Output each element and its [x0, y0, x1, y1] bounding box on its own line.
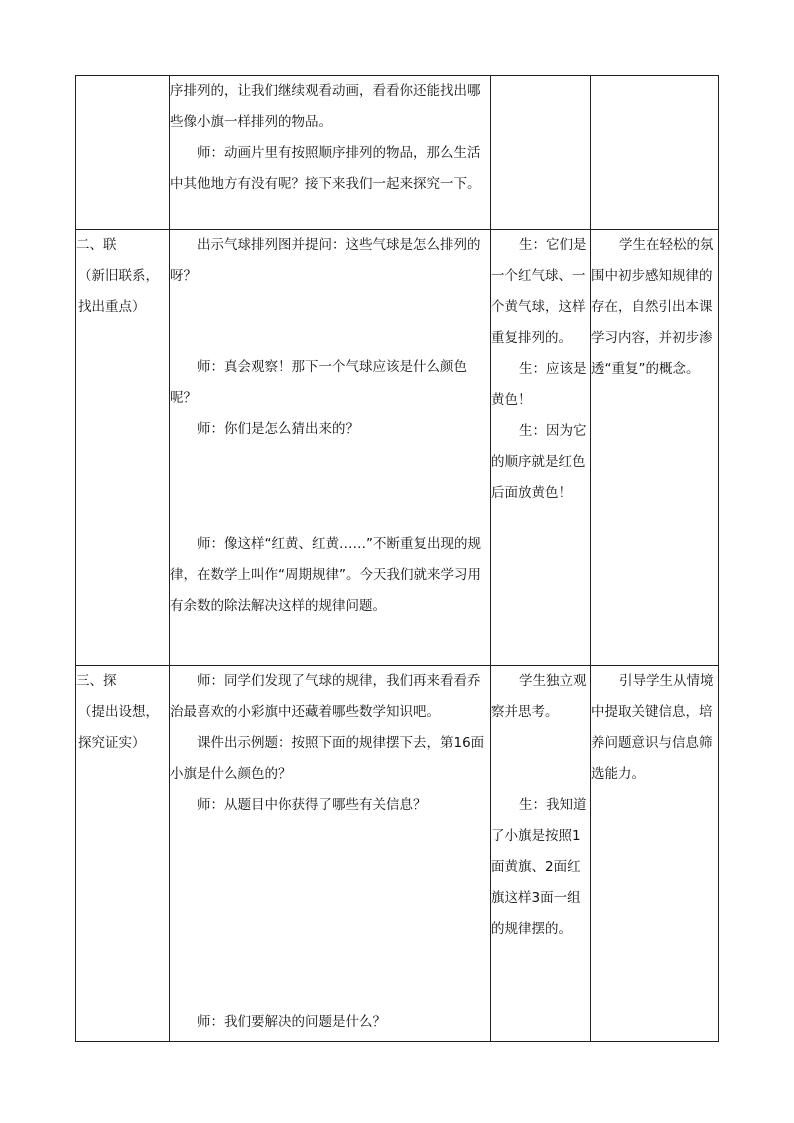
- process-text: 序排列的，让我们继续观看动画，看看你还能找出哪些像小旗一样排列的物品。: [170, 83, 481, 130]
- table-row: [76, 666, 719, 1042]
- table-row: [76, 76, 719, 230]
- process-cell: [170, 230, 491, 666]
- note-text: 学生在轻松的氛围中初步感知规律的存在，自然引出本课学习内容，并初步渗透“重复”的概念。: [591, 237, 714, 377]
- process-text: 出示气球排列图并提问：这些气球是怎么排列的呀？: [170, 237, 481, 284]
- process-text: 师：你们是怎么猜出来的？: [197, 421, 359, 437]
- note-cell: [591, 666, 719, 1042]
- note-text: 引导学生从情境中提取关键信息，培养问题意识与信息筛选能力。: [591, 673, 714, 782]
- stage-cell: [76, 666, 170, 1042]
- stage-cell: [76, 230, 170, 666]
- response-text: 生：它们是一个红气球、一个黄气球，这样重复排列的。: [491, 237, 587, 346]
- note-cell: [591, 76, 719, 230]
- process-text: 师：动画片里有按照顺序排列的物品，那么生活中其他地方有没有呢？接下来我们一起来探究一下。: [170, 145, 481, 192]
- response-text: 生：因为它的顺序就是红色后面放黄色！: [491, 423, 587, 501]
- table-row: [76, 230, 719, 666]
- process-text: 师：真会观察！那下一个气球应该是什么颜色呢？: [170, 359, 467, 406]
- response-text: 学生独立观察并思考。: [491, 673, 587, 720]
- response-cell: [491, 76, 591, 230]
- response-text: 生：应该是黄色！: [491, 361, 587, 408]
- process-text: 师：我们要解决的问题是什么？: [197, 1014, 386, 1030]
- process-cell: [170, 76, 491, 230]
- process-text: 课件出示例题：按照下面的规律摆下去，第16面小旗是什么颜色的？: [170, 735, 485, 782]
- stage-cell: [76, 76, 170, 230]
- stage-subtitle: （提出设想，: [78, 704, 159, 720]
- response-text: 生：我知道了小旗是按照1面黄旗、2面红旗这样3面一组的规律摆的。: [491, 797, 587, 937]
- process-text: 师：同学们发现了气球的规律，我们再来看看乔治最喜欢的小彩旗中还藏着哪些数学知识吧。: [170, 673, 481, 720]
- stage-title: 三、探: [76, 673, 117, 689]
- process-text: 师：从题目中你获得了哪些有关信息？: [197, 797, 427, 813]
- response-cell: [491, 230, 591, 666]
- stage-subtitle: 找出重点）: [78, 299, 146, 315]
- process-text: 师：像这样“红黄、红黄……”不断重复出现的规律，在数学上叫作“周期规律”。今天我们就来学习用有余数的除法解决这样的规律问题。: [170, 536, 481, 614]
- stage-subtitle: 探究证实）: [78, 735, 146, 751]
- process-cell: [170, 666, 491, 1042]
- lesson-plan-table: [75, 75, 719, 1042]
- response-cell: [491, 666, 591, 1042]
- stage-title: 二、联: [76, 237, 117, 253]
- stage-subtitle: （新旧联系，: [78, 268, 159, 284]
- note-cell: [591, 230, 719, 666]
